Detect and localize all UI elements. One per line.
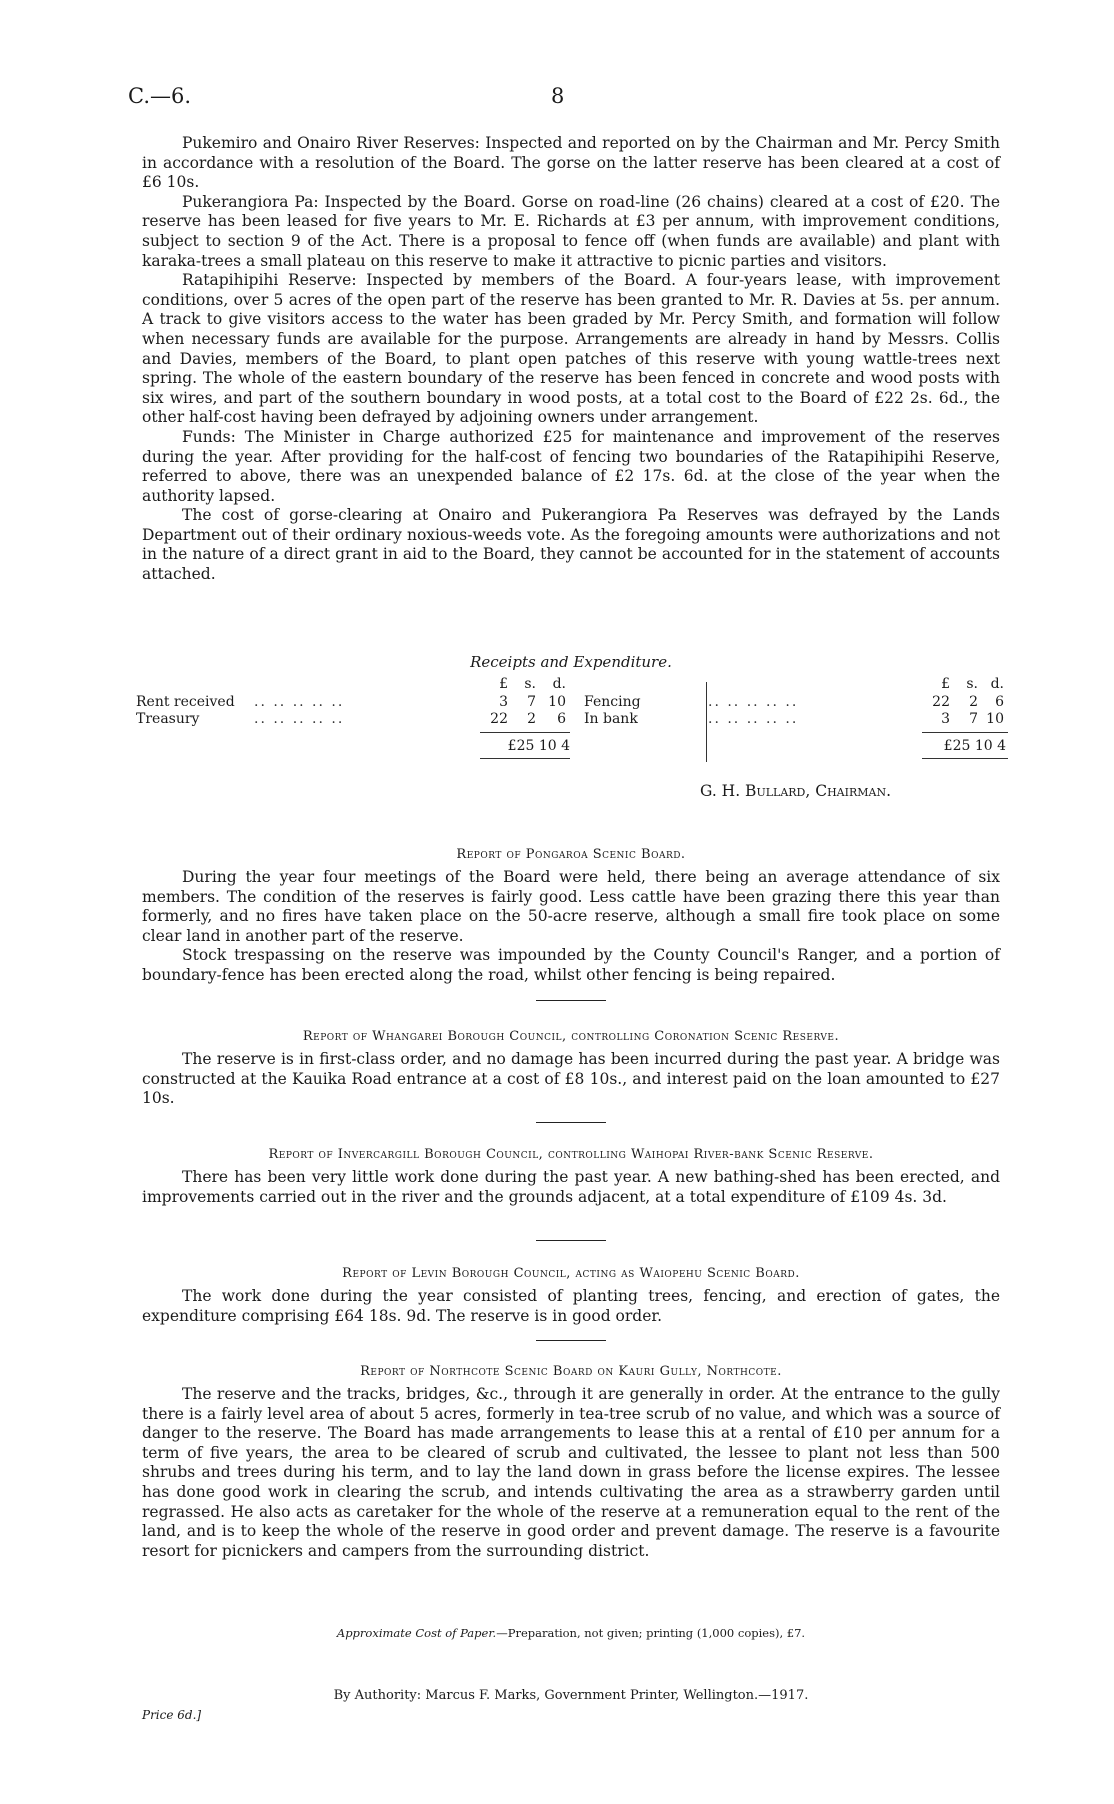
expenditure-pounds-fencing: 22 <box>932 694 950 710</box>
paragraph-pukemiro: Pukemiro and Onairo River Reserves: Inspected and reported on by the Chairman and Mr. Percy Smith in accordance with a resolution of the Board. The gorse on the latter reserve has been cleared at a cost of £6 10s. <box>142 134 1000 192</box>
receipts-shilling-header: s. <box>524 676 536 692</box>
section-divider <box>536 1340 606 1341</box>
paragraph-gorse-cost: The cost of gorse-clearing at Onairo and Pukerangiora Pa Reserves was defrayed by the Lands Department out of their ordinary noxious-weeds vote. As the foregoing amounts were authorizations and not in the nature of a direct grant in aid to the Board, they cannot be accounted for in the statement of accounts attached. <box>142 506 1000 584</box>
expenditure-leader-in-bank: .. .. .. .. .. <box>708 711 799 727</box>
section-divider <box>536 1240 606 1241</box>
pongaroa-paragraph-1: During the year four meetings of the Board were held, there being an average attendance of six members. The condition of the reserves is fairly good. Less cattle have been grazing there this year than formerly, and no fires have taken place on the 50-acre reserve, although a small fire took place on some clear land in another part of the reserve. <box>142 868 1000 945</box>
ledger-divider <box>706 682 707 762</box>
heading-levin: Report of Levin Borough Council, acting as Waiopehu Scenic Board. <box>342 1266 800 1281</box>
cost-of-paper-label: Approximate Cost of Paper. <box>336 1626 497 1640</box>
receipts-total: £25 10 4 <box>507 738 570 754</box>
invercargill-text <box>142 1168 1000 1207</box>
receipts-total-underline <box>480 758 570 759</box>
ledger-table <box>136 676 1006 768</box>
expenditure-leader-fencing: .. .. .. .. .. <box>708 694 799 710</box>
printer-authority-line: By Authority: Marcus F. Marks, Government Printer, Wellington.—1917. <box>333 1688 809 1703</box>
cost-of-paper-details: —Preparation, not given; printing (1,000 copies), £7. <box>496 1626 806 1640</box>
whangarei-text <box>142 1050 1000 1109</box>
levin-paragraph: The work done during the year consisted of planting trees, fencing, and erection of gates, the expenditure comprising £64 18s. 9d. The reserve is in good order. <box>142 1287 1000 1325</box>
cost-of-paper-note <box>142 1626 1000 1640</box>
expenditure-shillings-fencing: 2 <box>969 694 978 710</box>
section-divider <box>536 1122 606 1123</box>
paragraph-funds: Funds: The Minister in Charge authorized £25 for maintenance and improvement of the reserves during the year. After providing for the half-cost of fencing two boundaries of the Ratapihipihi Reserve, referred to above, there was an unexpended balance of £2 17s. 6d. at the close of the year when the authority lapsed. <box>142 427 1000 505</box>
expenditure-pound-header: £ <box>941 676 950 692</box>
whangarei-paragraph: The reserve is in first-class order, and no damage has been incurred during the past year. A bridge was constructed at the Kauika Road entrance at a cost of £8 10s., and interest paid on the loan amounted to £27 10s. <box>142 1050 1000 1108</box>
northcote-text <box>142 1385 1000 1561</box>
expenditure-total-underline <box>922 758 1008 759</box>
heading-invercargill: Report of Invercargill Borough Council, controlling Waihopai River-bank Scenic Reserve. <box>268 1147 874 1162</box>
expenditure-pounds-in-bank: 3 <box>941 711 950 727</box>
expenditure-total-rule <box>922 732 1008 733</box>
heading-northcote: Report of Northcote Scenic Board on Kauri Gully, Northcote. <box>360 1364 782 1379</box>
expenditure-shilling-header: s. <box>966 676 978 692</box>
expenditure-pence-header: d. <box>990 676 1004 692</box>
receipt-label-rent: Rent received <box>136 694 235 710</box>
receipt-leader-treasury: .. .. .. .. .. <box>254 711 345 727</box>
receipt-pounds-rent: 3 <box>499 694 508 710</box>
expenditure-label-in-bank: In bank <box>584 711 638 727</box>
receipt-label-treasury: Treasury <box>136 711 200 727</box>
receipt-pence-treasury: 6 <box>557 711 566 727</box>
expenditure-pence-fencing: 6 <box>995 694 1004 710</box>
paragraph-pukerangiora: Pukerangiora Pa: Inspected by the Board. Gorse on road-line (26 chains) cleared at a cost of £20. The reserve has been leased for five years to Mr. E. Richards at £3 per annum, with improvement conditions, subject to section 9 of the Act. There is a proposal to fence off (when funds are available) and plant with karaka-trees a small plateau on this reserve to make it attractive to picnic parties and visitors. <box>142 192 1000 270</box>
receipts-pound-header: £ <box>499 676 508 692</box>
expenditure-label-fencing: Fencing <box>584 694 641 710</box>
heading-whangarei: Report of Whangarei Borough Council, controlling Coronation Scenic Reserve. <box>302 1029 840 1044</box>
expenditure-total: £25 10 4 <box>943 738 1006 754</box>
intro-text <box>142 134 1000 585</box>
chairman-signature: G. H. Bullard, Chairman. <box>700 782 892 800</box>
northcote-paragraph: The reserve and the tracks, bridges, &c., through it are generally in order. At the entrance to the gully there is a fairly level area of about 5 acres, formerly in tea-tree scrub of no value, and which was a source of danger to the reserve. The Board has made arrangements to lease this at a rental of £10 per annum for a term of five years, the area to be cleared of scrub and cultivated, the lessee to plant not less than 500 shrubs and trees during his term, and to lay the land down in grass before the license expires. The lessee has done good work in clearing the scrub, and intends cultivating the area as a strawberry garden until regrassed. He also acts as caretaker for the whole of the reserve at a remuneration equal to the rent of the land, and is to keep the whole of the reserve in good order and prevent damage. The reserve is a favourite resort for picnickers and campers from the surrounding district. <box>142 1385 1000 1560</box>
document-code: C.—6. <box>128 84 192 108</box>
pongaroa-paragraph-2: Stock trespassing on the reserve was impounded by the County Council's Ranger, and a portion of boundary-fence has been erected along the road, whilst other fencing is being repaired. <box>142 946 1000 984</box>
receipt-shillings-rent: 7 <box>527 694 536 710</box>
paragraph-ratapihipihi: Ratapihipihi Reserve: Inspected by members of the Board. A four-years lease, with improvement conditions, over 5 acres of the open part of the reserve has been granted to Mr. R. Davies at 5s. per annum. A track to give visitors access to the water has been graded by Mr. Percy Smith, and formation will follow when necessary funds are available for the purpose. Arrangements are already in hand by Messrs. Collis and Davies, members of the Board, to plant open patches of this reserve with young wattle-trees next spring. The whole of the eastern boundary of the reserve has been fenced in concrete and wood posts with six wires, and part of the southern boundary in wood posts, at a total cost to the Board of £22 2s. 6d., the other half-cost having been defrayed by adjoining owners under arrangement. <box>142 271 1000 427</box>
page-number: 8 <box>551 84 565 108</box>
receipt-shillings-treasury: 2 <box>527 711 536 727</box>
ledger-title: Receipts and Expenditure. <box>470 653 672 671</box>
section-divider <box>536 1000 606 1001</box>
levin-text <box>142 1287 1000 1326</box>
price-note: Price 6d.] <box>142 1708 202 1722</box>
expenditure-shillings-in-bank: 7 <box>969 711 978 727</box>
receipts-total-rule <box>480 732 570 733</box>
heading-pongaroa: Report of Pongaroa Scenic Board. <box>456 847 686 862</box>
receipt-leader-rent: .. .. .. .. .. <box>254 694 345 710</box>
receipt-pounds-treasury: 22 <box>490 711 508 727</box>
invercargill-paragraph: There has been very little work done during the past year. A new bathing-shed has been erected, and improvements carried out in the river and the grounds adjacent, at a total expenditure of £109 4s. 3d. <box>142 1168 1000 1206</box>
receipt-pence-rent: 10 <box>548 694 566 710</box>
receipts-pence-header: d. <box>552 676 566 692</box>
expenditure-pence-in-bank: 10 <box>986 711 1004 727</box>
pongaroa-text <box>142 868 1000 986</box>
